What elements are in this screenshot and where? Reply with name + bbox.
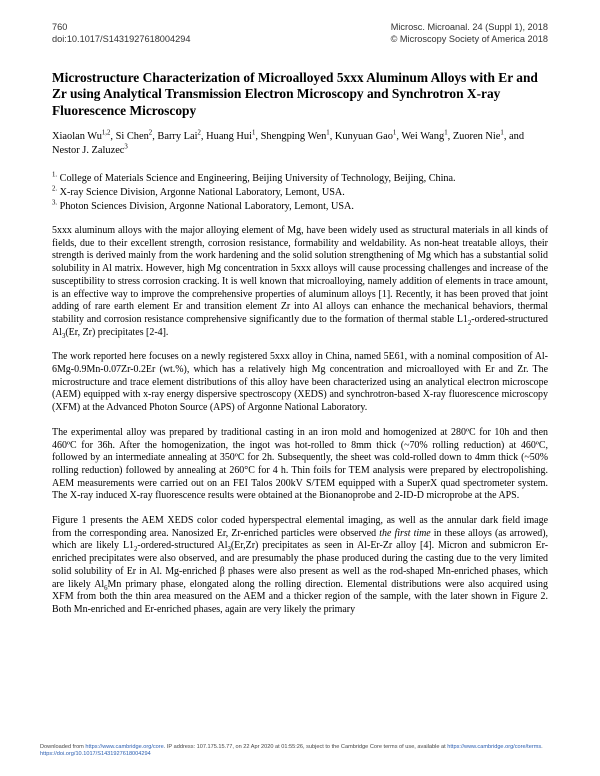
author-affiliation-mark: 1 bbox=[444, 129, 448, 137]
page-number: 760 bbox=[52, 22, 68, 32]
body-paragraph-3: The experimental alloy was prepared by traditional casting in an iron mold and homogenized at 280ºC for 10h and then 460ºC for 36h. After the homogenization, the ingot was hot-rolled to 8mm thick (~70% rolling reduction) at 460ºC, followed by an intermediate annealing at 350ºC for 2h. Subsequently, the sheet was cold-rolled down to 4mm thick (~50% rolling reduction) followed by annealing at 260°C for 4 h. Thin foils for TEM analysis were prepared by electropolishing. AEM measurements were carried out on an FEI Talos 200kV S/TEM equipped with a SuperX quad spectrometer system. The X-ray induced X-ray fluorescence results were obtained at the Bionanoprobe and 2-ID-D microprobe at the APS. bbox=[52, 426, 548, 502]
author-affiliation-mark: 2 bbox=[148, 129, 153, 137]
author-affiliation-mark: 2 bbox=[197, 129, 201, 137]
author-affiliation-mark: 1,2 bbox=[101, 129, 111, 137]
author-name: Shengping Wen bbox=[260, 131, 327, 142]
affiliation-item: $^{3.}$ Photon Sciences Division, Argonne National Laboratory, Lemont, USA. bbox=[52, 200, 354, 213]
journal-citation: Microsc. Microanal. 24 (Suppl 1), 2018 bbox=[390, 22, 548, 32]
body-paragraph-2: The work reported here focuses on a newly registered 5xxx alloy in China, named 5E61, with a nominal composition of Al-6Mg-0.9Mn-0.07Zr-0.2Er (wt.%), which has a relatively high Mg concentration and microalloyed with Er and Zr. The microstructure and trace element distributions of this alloy have been characterized using an analytical electron microscope (AEM) equipped with x-ray energy dispersive spectroscopy (XEDS) and synchrotron-based X-ray fluorescence microscopy (XFM) at the Advanced Photon Source (APS) of Argonne National Laboratory. bbox=[52, 351, 548, 414]
header-left bbox=[52, 22, 190, 45]
author-name: Si Chen bbox=[115, 131, 149, 142]
author-name: Huang Hui bbox=[206, 131, 253, 142]
affiliation-list bbox=[52, 172, 552, 215]
author-name: Xiaolan Wu bbox=[52, 131, 102, 142]
author-affiliation-mark: 1 bbox=[500, 129, 504, 137]
author-affiliation-mark: 1 bbox=[252, 129, 256, 137]
body-paragraph-4: Figure 1 presents the AEM XEDS color coded hyperspectral elemental imaging, as well as the annular dark field image from the corresponding area. Nanosized Er, Zr-enriched particles were observed the first time in these alloys (as arrowed), which are likely $L1_2-ordered$-structured $Al_3(Er,Zr)$ precipitates as seen in Al-Er-Zr alloy [4]. Micron and submicron Er-enriched precipitates were also observed, and are presumably the phase produced during the casting due to the very limited solid solubility of Er in Al. Mg-enriched β phases were also present as well as the rod-shaped Mn-enriched phases, which are likely $Al_6Mn$ primary phase, elongated along the rolling direction. Elemental distributions were also acquired using XFM from both the thin area measured on the AEM and a thicker region of the sample, with the later shown in Figure 2. Both Mn-enriched and Er-enriched phases, again are very likely the primary bbox=[52, 515, 549, 615]
body-paragraph-1: 5xxx aluminum alloys with the major alloying element of Mg, have been widely used as structural materials in all kinds of fields, due to their excellent strength, corrosion resistance, formability and weldability. As non-heat treatable alloys, their strength is derived mainly from the work hardening and the solid solution strengthening of Mg which has a substantial solid solubility in Al matrix. However, high Mg concentration in 5xxx alloys will cause processing challenges and increase of the susceptibility to stress corrosion cracking. It is well known that microalloying, namely addition of elements in trace amount, is an effective way to improve the comprehensive properties of aluminum alloys [1]. Recently, it has been proved that joint adding of rare earth element Er and transition element Zr into Al alloys can enhance the mechanical behaviors, thermal stability and corrosion resistance comprehensive significantly due to the formation of thermal stable $L1_2-ordered$-structured $Al_3(Er$, Zr) precipitates [2-4]. bbox=[52, 225, 548, 340]
download-footer: Downloaded from https://www.cambridge.org/core. IP address: 107.175.15.77, on 22 Apr 2020 at 01:55:26, subject to the Cambridge Core terms of use, available at https://www.cambridge.org/core/terms. https://doi.org/10.1017/S1431927618004294 bbox=[40, 744, 543, 757]
author-name: Wei Wang bbox=[401, 131, 445, 142]
author-name: Nestor J. Zaluzec bbox=[52, 145, 125, 157]
author-affiliation-mark: 3 bbox=[124, 143, 128, 151]
header-right bbox=[391, 22, 548, 45]
author-affiliation-mark: 1 bbox=[392, 129, 397, 137]
paper-body bbox=[52, 225, 548, 629]
doi: doi:10.1017/S1431927618004294 bbox=[52, 33, 191, 44]
author-list: Xiaolan Wu$^{1,2}$, Si Chen$^2$, Barry Lai$^2$, Huang Hui$^1$, Shengping Wen$^1$, Kunyuan Gao$^1$, Wei Wang$^1$, Zuoren Nie$^1$, and Nestor J. Zaluzec$^3$ bbox=[52, 129, 525, 157]
paper-title: Microstructure Characterization of Microalloyed 5xxx Aluminum Alloys with Er and Zr using Analytical Transmission Electron Microscopy and Synchrotron X-ray Fluorescence Microscopy bbox=[52, 70, 538, 118]
author-affiliation-mark: 1 bbox=[326, 129, 330, 137]
footer-link-terms[interactable]: https://www.cambridge.org/core/terms bbox=[447, 744, 542, 750]
affiliation-item: $^{2.}$ X-ray Science Division, Argonne National Laboratory, Lemont, USA. bbox=[52, 185, 345, 199]
author-name: Barry Lai bbox=[157, 131, 198, 142]
author-name: Kunyuan Gao bbox=[334, 131, 393, 142]
author-name: Zuoren Nie bbox=[452, 131, 501, 142]
footer-link-doi[interactable]: https://doi.org/10.1017/S1431927618004294 bbox=[40, 751, 151, 757]
footer-link-core[interactable]: https://www.cambridge.org/core bbox=[85, 744, 164, 750]
copyright: © Microscopy Society of America 2018 bbox=[390, 33, 548, 44]
affiliation-item: $^{1.}$ College of Materials Science and Engineering, Beijing University of Technology, Beijing, China. bbox=[52, 171, 456, 184]
